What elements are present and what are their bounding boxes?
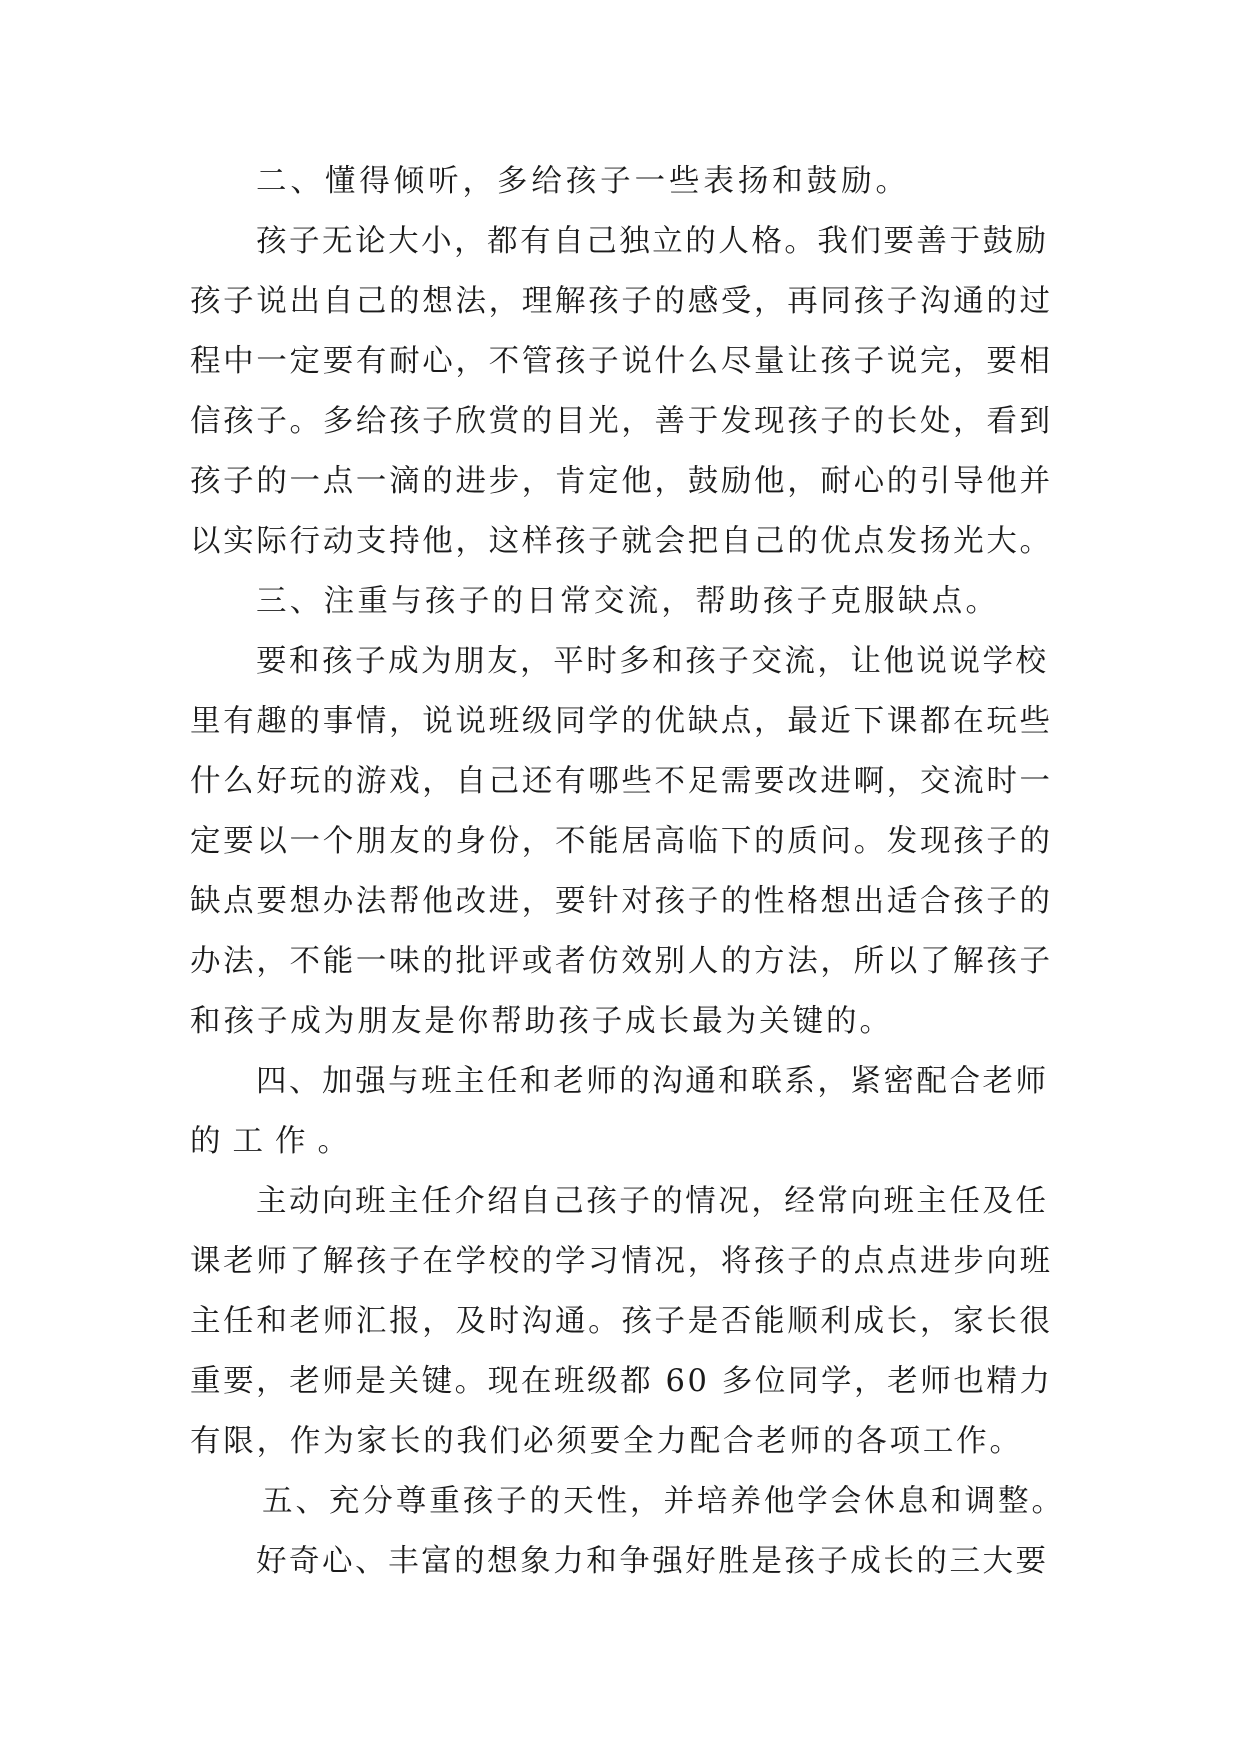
paragraph-line: 缺点要想办法帮他改进，要针对孩子的性格想出适合孩子的 (190, 884, 1053, 919)
paragraph-line: 课老师了解孩子在学校的学习情况，将孩子的点点进步向班 (190, 1244, 1053, 1279)
paragraph-line: 主动向班主任介绍自己孩子的情况，经常向班主任及任 (256, 1184, 1049, 1219)
section-heading-5: 五、充分尊重孩子的天性，并培养他学会休息和调整。 (262, 1484, 1065, 1519)
paragraph-line: 孩子无论大小，都有自己独立的人格。我们要善于鼓励 (256, 224, 1049, 259)
paragraph-line: 什么好玩的游戏，自己还有哪些不足需要改进啊，交流时一 (190, 764, 1053, 799)
paragraph-line: 主任和老师汇报，及时沟通。孩子是否能顺利成长，家长很 (190, 1304, 1053, 1339)
paragraph-line: 里有趣的事情，说说班级同学的优缺点，最近下课都在玩些 (190, 704, 1053, 739)
section-heading-2: 二、懂得倾听，多给孩子一些表扬和鼓励。 (256, 164, 910, 199)
paragraph-line: 要和孩子成为朋友，平时多和孩子交流，让他说说学校 (256, 644, 1049, 679)
paragraph-line: 好奇心、丰富的想象力和争强好胜是孩子成长的三大要 (256, 1544, 1049, 1579)
paragraph-line: 孩子的一点一滴的进步，肯定他，鼓励他，耐心的引导他并 (190, 464, 1053, 499)
paragraph-line: 以实际行动支持他，这样孩子就会把自己的优点发扬光大。 (190, 524, 1053, 559)
paragraph-line: 重要，老师是关键。现在班级都 60 多位同学，老师也精力 (190, 1364, 1053, 1399)
paragraph-line: 定要以一个朋友的身份，不能居高临下的质问。发现孩子的 (190, 824, 1053, 859)
paragraph-line: 办法，不能一味的批评或者仿效别人的方法，所以了解孩子 (190, 944, 1053, 979)
paragraph-line: 信孩子。多给孩子欣赏的目光，善于发现孩子的长处，看到 (190, 404, 1053, 439)
paragraph-line: 有限，作为家长的我们必须要全力配合老师的各项工作。 (190, 1424, 1023, 1459)
section-heading-4: 四、加强与班主任和老师的沟通和联系，紧密配合老师 (256, 1064, 1049, 1099)
paragraph-line: 孩子说出自己的想法，理解孩子的感受，再同孩子沟通的过 (190, 284, 1053, 319)
paragraph-line: 程中一定要有耐心，不管孩子说什么尽量让孩子说完，要相 (190, 344, 1053, 379)
paragraph-line: 和孩子成为朋友是你帮助孩子成长最为关键的。 (190, 1004, 893, 1039)
section-heading-4-continued: 的工作。 (190, 1124, 360, 1159)
section-heading-3: 三、注重与孩子的日常交流，帮助孩子克服缺点。 (256, 584, 1000, 619)
